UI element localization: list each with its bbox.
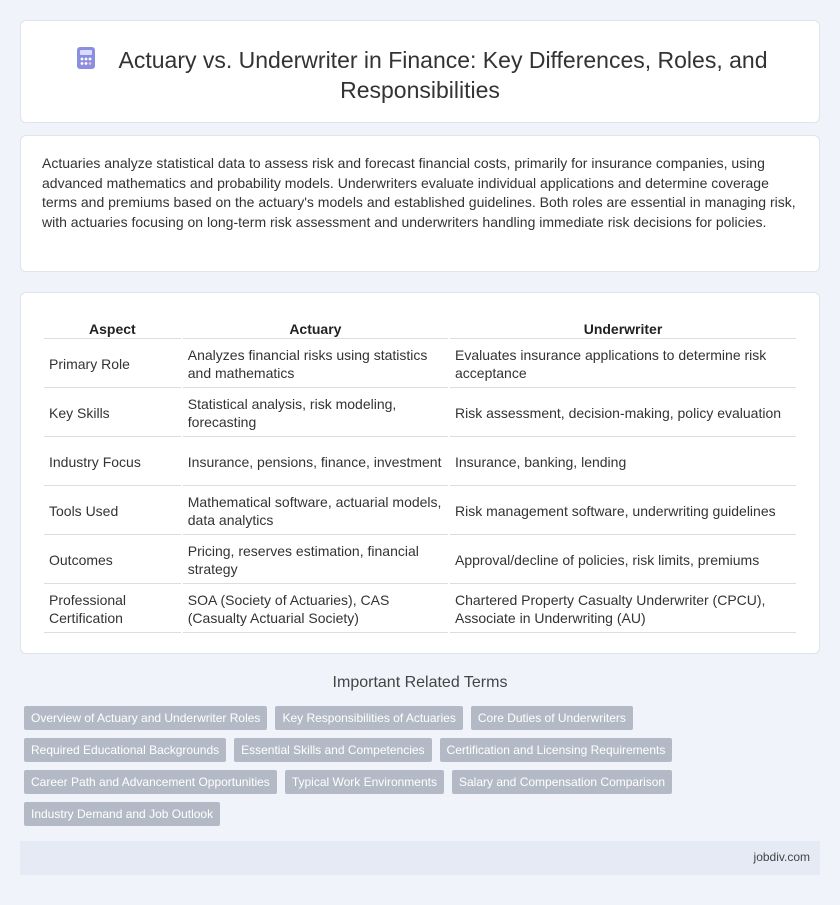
header-aspect: Aspect [44, 317, 181, 339]
related-terms-title: Important Related Terms [332, 674, 508, 691]
aspect-cell: Key Skills [44, 390, 181, 437]
tag-row [24, 738, 814, 762]
table-row [44, 341, 796, 388]
underwriter-cell: Approval/decline of policies, risk limits, premiums [450, 537, 796, 584]
aspect-cell: Industry Focus [44, 439, 181, 486]
table-row [44, 390, 796, 437]
intro-paragraph: Actuaries analyze statistical data to assess risk and forecast financial costs, primarily for insurance companies, using advanced mathematics and probability models. Underwriters evaluate individual applications and determine coverage terms and premiums based on the actuary's models and established guidelines. Both roles are essential in managing risk, with actuaries focusing on long-term risk assessment and underwriters handling immediate risk decisions for policies. [42, 155, 796, 230]
tag-row [24, 802, 814, 826]
table-row [44, 488, 796, 535]
page-title: Actuary vs. Underwriter in Finance: Key Differences, Roles, and Responsibilities [118, 47, 768, 103]
related-tag[interactable]: Industry Demand and Job Outlook [24, 802, 220, 826]
table-row [44, 586, 796, 633]
underwriter-cell: Risk assessment, decision-making, policy evaluation [450, 390, 796, 437]
actuary-cell: Mathematical software, actuarial models, data analytics [183, 488, 448, 535]
actuary-cell: Insurance, pensions, finance, investment [183, 439, 448, 486]
tag-row [24, 706, 814, 730]
footer-site-link[interactable]: jobdiv.com [753, 850, 810, 864]
underwriter-cell: Evaluates insurance applications to determine risk acceptance [450, 341, 796, 388]
actuary-cell: Analyzes financial risks using statistics and mathematics [183, 341, 448, 388]
tag-row [24, 770, 814, 794]
aspect-cell: Outcomes [44, 537, 181, 584]
footer-bar [20, 841, 820, 875]
table-header-row [44, 317, 796, 339]
table-row [44, 537, 796, 584]
aspect-cell: Tools Used [44, 488, 181, 535]
header-actuary: Actuary [183, 317, 448, 339]
related-tag[interactable]: Essential Skills and Competencies [234, 738, 431, 762]
related-tag[interactable]: Typical Work Environments [285, 770, 444, 794]
table-row [44, 439, 796, 486]
related-tag[interactable]: Required Educational Backgrounds [24, 738, 226, 762]
related-tag[interactable]: Key Responsibilities of Actuaries [275, 706, 462, 730]
related-tag[interactable]: Certification and Licensing Requirements [440, 738, 673, 762]
header-underwriter: Underwriter [450, 317, 796, 339]
underwriter-cell: Chartered Property Casualty Underwriter (CPCU), Associate in Underwriting (AU) [450, 586, 796, 633]
underwriter-cell: Insurance, banking, lending [450, 439, 796, 486]
related-tag[interactable]: Core Duties of Underwriters [471, 706, 633, 730]
underwriter-cell: Risk management software, underwriting guidelines [450, 488, 796, 535]
aspect-cell: Professional Certification [44, 586, 181, 633]
calculator-icon [73, 45, 99, 71]
intro-card [20, 135, 820, 272]
header-card [20, 20, 820, 123]
related-tag[interactable]: Salary and Compensation Comparison [452, 770, 672, 794]
comparison-table-card [20, 292, 820, 654]
comparison-table [42, 315, 798, 635]
actuary-cell: Statistical analysis, risk modeling, forecasting [183, 390, 448, 437]
actuary-cell: Pricing, reserves estimation, financial strategy [183, 537, 448, 584]
related-tag[interactable]: Career Path and Advancement Opportunities [24, 770, 277, 794]
actuary-cell: SOA (Society of Actuaries), CAS (Casualty Actuarial Society) [183, 586, 448, 633]
related-tag[interactable]: Overview of Actuary and Underwriter Roles [24, 706, 267, 730]
title-wrap [21, 45, 819, 105]
aspect-cell: Primary Role [44, 341, 181, 388]
related-terms-tags [24, 706, 814, 834]
